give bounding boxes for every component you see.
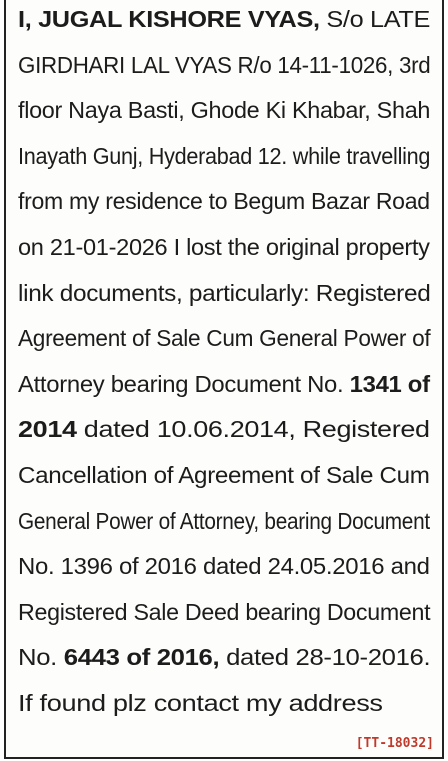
notice-line [18, 186, 430, 216]
notice-text: from my residence to Begum Bazar Road [18, 188, 430, 215]
classified-notice [4, 0, 444, 759]
notice-line [18, 50, 430, 80]
notice-text: No. [18, 644, 64, 671]
notice-line [18, 369, 430, 399]
notice-text: No. 1396 of 2016 dated 24.05.2016 and [18, 553, 430, 580]
notice-line [18, 141, 430, 171]
notice-line [18, 597, 430, 627]
notice-text: If found plz contact my address [18, 690, 383, 716]
notice-text: on 21-01-2026 I lost the original property [18, 234, 430, 260]
notice-text: General Power of Attorney, bearing Document [18, 507, 430, 534]
notice-text: Agreement of Sale Cum General Power of [18, 325, 431, 352]
notice-line [18, 278, 430, 308]
notice-text: S/o LATE [319, 6, 431, 32]
notice-text: Attorney bearing Document No. [18, 370, 350, 397]
notice-line [18, 551, 430, 581]
notice-text: floor Naya Basti, Ghode Ki Khabar, Shah [18, 97, 431, 124]
notice-text: GIRDHARI LAL VYAS R/o 14-11-1026, 3rd [18, 51, 431, 78]
notice-reference-code: [TT-18032] [355, 736, 434, 751]
notice-line [18, 232, 430, 262]
notice-text: link documents, particularly: Registered [18, 279, 431, 306]
notice-bold-text: 1341 of [349, 370, 430, 397]
notice-text: Registered Sale Deed bearing Document [18, 598, 431, 625]
notice-line [18, 506, 430, 536]
notice-text: Inayath Gunj, Hyderabad 12. while travelling [18, 142, 431, 169]
notice-line [18, 460, 430, 490]
notice-text: dated 28-10-2016. [219, 644, 431, 671]
notice-line [18, 323, 430, 353]
notice-line [18, 414, 430, 444]
notice-line [18, 95, 430, 125]
notice-line [18, 642, 430, 672]
notice-line [18, 688, 383, 718]
notice-bold-text: 2014 [18, 416, 77, 443]
notice-bold-text: 6443 of 2016, [63, 644, 220, 671]
notice-line [18, 4, 430, 34]
notice-bold-text: I, JUGAL KISHORE VYAS, [18, 6, 320, 32]
notice-text: dated 10.06.2014, Registered [76, 416, 430, 443]
notice-text: Cancellation of Agreement of Sale Cum [18, 462, 430, 488]
